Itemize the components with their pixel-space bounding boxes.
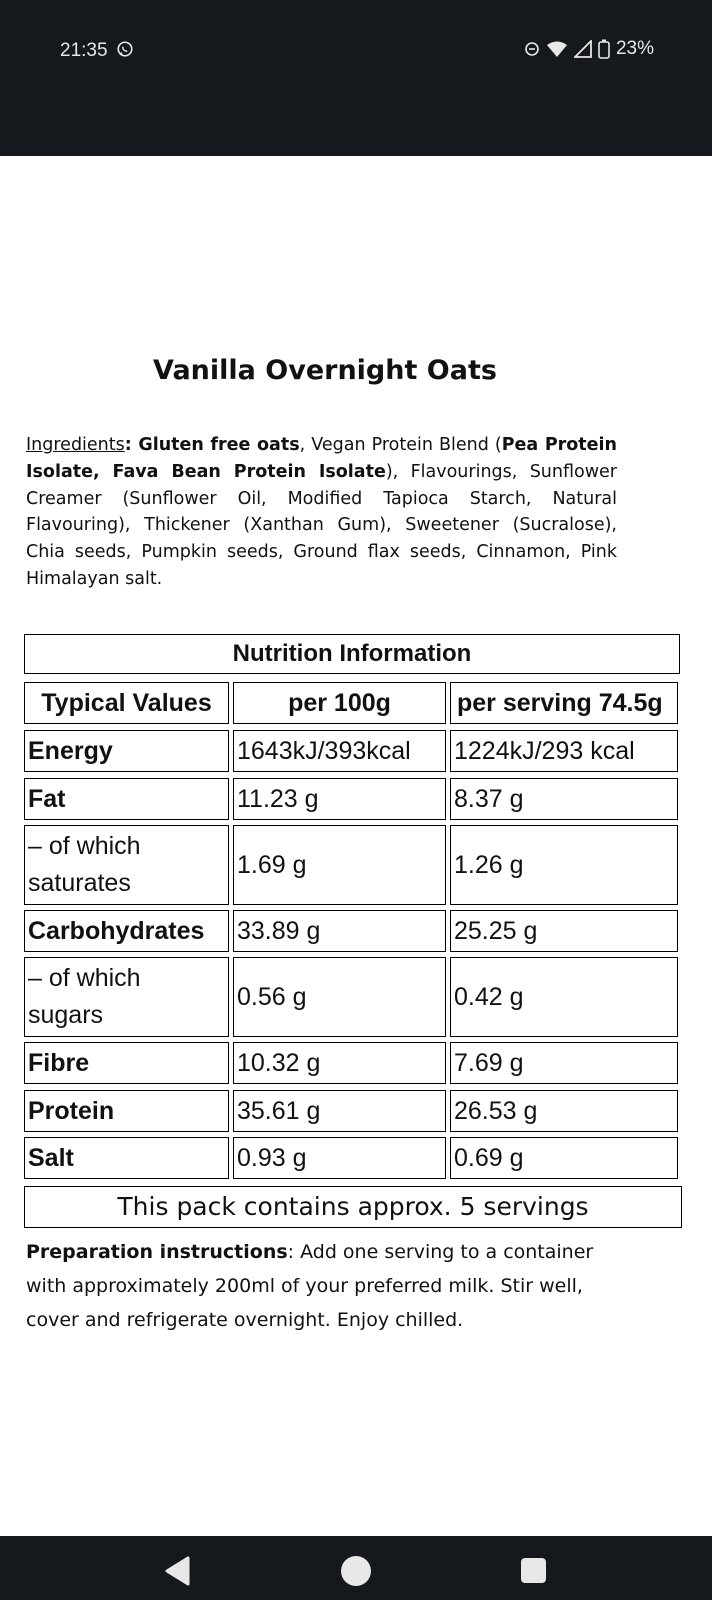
per100-value: 10.32 g	[233, 1042, 446, 1084]
row-label: Protein	[24, 1090, 229, 1132]
table-row	[24, 1090, 682, 1132]
signal-icon	[574, 40, 592, 58]
ingredients-paragraph	[26, 432, 617, 593]
per100-value: 33.89 g	[233, 910, 446, 952]
row-label: Energy	[24, 730, 229, 772]
home-icon[interactable]	[341, 1556, 371, 1586]
table-row	[24, 730, 682, 772]
serving-value: 0.42 g	[450, 957, 678, 1037]
battery-icon	[598, 39, 610, 59]
wifi-icon	[546, 40, 568, 58]
column-header: per serving 74.5g	[450, 682, 678, 724]
preparation-paragraph	[26, 1235, 619, 1337]
whatsapp-icon	[116, 40, 134, 58]
preparation-text: : Add one serving to a container with approximately 200ml of your preferred milk. Stir well, cover and refrigerate overnight. Enjoy chilled.	[26, 1241, 594, 1331]
preparation-label: Preparation instructions	[26, 1241, 288, 1263]
nutrition-title: Nutrition Information	[24, 634, 680, 674]
row-label: Fibre	[24, 1042, 229, 1084]
row-label-line: saturates	[28, 869, 131, 897]
ingredient-text-rest: ), Flavourings, Sunflower Creamer (Sunflower Oil, Modified Tapioca Starch, Natural Flavouring), Thickener (Xanthan Gum), Sweetener (Sucralose), Chia seeds, Pumpkin seeds, Ground flax seeds, Cinnamon, Pink Himalayan salt.	[26, 461, 617, 589]
row-label: Salt	[24, 1137, 229, 1179]
table-row	[24, 778, 682, 820]
ingredients-colon: :	[124, 435, 132, 455]
row-label: Carbohydrates	[24, 910, 229, 952]
document-title: Vanilla Overnight Oats	[153, 355, 497, 386]
serving-value: 0.69 g	[450, 1137, 678, 1179]
serving-value: 1.26 g	[450, 825, 678, 905]
row-label-line: – of which	[28, 964, 141, 992]
per100-value: 35.61 g	[233, 1090, 446, 1132]
back-icon[interactable]	[164, 1556, 192, 1586]
recents-icon[interactable]	[521, 1558, 546, 1583]
row-label: Fat	[24, 778, 229, 820]
row-label-line: sugars	[28, 1001, 104, 1029]
per100-value: 0.93 g	[233, 1137, 446, 1179]
ingredient-text: , Vegan Protein Blend (	[299, 435, 502, 455]
column-header: per 100g	[233, 682, 446, 724]
serving-value: 25.25 g	[450, 910, 678, 952]
ingredients-label: Ingredients	[26, 435, 125, 455]
serving-value: 26.53 g	[450, 1090, 678, 1132]
battery-percent: 23%	[615, 38, 654, 59]
table-row	[24, 825, 682, 905]
status-time: 21:35	[60, 40, 108, 61]
per100-value: 1.69 g	[233, 825, 446, 905]
table-row	[24, 910, 682, 952]
status-icons	[524, 38, 654, 60]
status-bar	[0, 0, 712, 156]
table-row	[24, 1042, 682, 1084]
per100-value: 0.56 g	[233, 957, 446, 1037]
dnd-icon	[524, 41, 540, 57]
nutrition-header-row	[24, 682, 682, 724]
ingredient-oats: Gluten free oats	[131, 435, 300, 455]
ingredient-proteins: Pea Protein Isolate, Fava Bean Protein Isolate	[26, 435, 617, 482]
serving-value: 7.69 g	[450, 1042, 678, 1084]
per100-value: 11.23 g	[233, 778, 446, 820]
table-row	[24, 1137, 682, 1179]
column-header: Typical Values	[24, 682, 229, 724]
serving-value: 8.37 g	[450, 778, 678, 820]
serving-value: 1224kJ/293 kcal	[450, 730, 678, 772]
row-label-line: – of which	[28, 832, 141, 860]
navigation-bar	[0, 1536, 712, 1600]
row-label	[24, 825, 229, 905]
servings-note: This pack contains approx. 5 servings	[24, 1186, 682, 1228]
per100-value: 1643kJ/393kcal	[233, 730, 446, 772]
table-row	[24, 957, 682, 1037]
row-label	[24, 957, 229, 1037]
